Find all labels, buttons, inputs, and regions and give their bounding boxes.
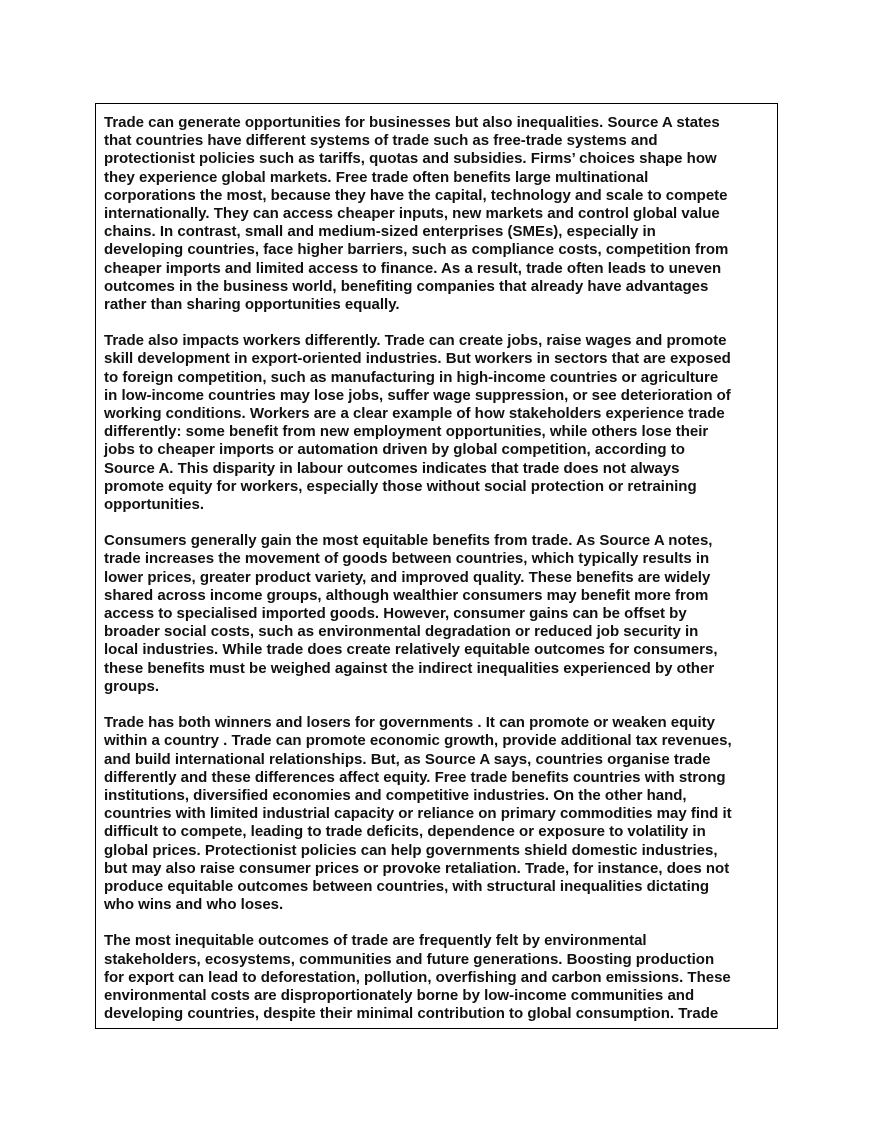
paragraph-consumers <box>104 532 769 696</box>
paragraph-business <box>104 114 769 314</box>
text-line: The most inequitable outcomes of trade are frequently felt by environmental <box>104 932 647 950</box>
text-line: in low‐income countries may lose jobs, suffer wage suppression, or see deterioration of <box>104 386 731 404</box>
text-line: broader social costs, such as environmental degradation or reduced job security in <box>104 623 699 641</box>
text-line: local industries. While trade does create relatively equitable outcomes for consumers, <box>104 641 718 659</box>
text-line: global prices. Protectionist policies can help governments shield domestic industries, <box>104 841 718 859</box>
paragraph-governments <box>104 714 769 914</box>
text-line: Trade can generate opportunities for businesses but also inequalities. Source A states <box>104 114 720 131</box>
text-line: these benefits must be weighed against the indirect inequalities experienced by other <box>104 659 715 677</box>
text-line: access to specialised imported goods. However, consumer gains can be offset by <box>104 605 687 623</box>
text-line: who wins and who loses. <box>104 896 284 914</box>
text-line: protectionist policies such as tariffs, quotas and subsidies. Firms’ choices shape how <box>104 150 717 168</box>
text-line: outcomes in the business world, benefiting companies that already have advantages <box>104 277 709 295</box>
text-line: trade increases the movement of goods between countries, which typically results in <box>104 550 710 568</box>
text-line: internationally. They can access cheaper inputs, new markets and control global value <box>104 205 720 223</box>
text-line: Source A. This disparity in labour outcomes indicates that trade does not always <box>104 459 680 477</box>
text-line: within a country . Trade can promote economic growth, provide additional tax revenues, <box>104 732 732 750</box>
text-line: that countries have different systems of trade such as free-trade systems and <box>104 132 658 150</box>
text-line: promote equity for workers, especially those without social protection or retraining <box>104 477 697 495</box>
text-line: environmental costs are disproportionately borne by low-income communities and <box>104 986 695 1004</box>
text-line: for export can lead to deforestation, pollution, overfishing and carbon emissions. These <box>104 968 731 986</box>
text-line: Trade also impacts workers differently. Trade can create jobs, raise wages and promote <box>104 332 727 350</box>
text-line: difficult to compete, leading to trade deficits, dependence or exposure to volatility in <box>104 823 706 841</box>
text-line: corporations the most, because they have the capital, technology and scale to compete <box>104 186 728 204</box>
text-line: produce equitable outcomes between countries, with structural inequalities dictating <box>104 877 710 895</box>
text-line: institutions, diversified economies and competitive industries. On the other hand, <box>104 786 687 804</box>
text-line: developing countries, despite their minimal contribution to global consumption. Trade <box>104 1005 719 1023</box>
paragraph-workers <box>104 332 769 514</box>
text-line: lower prices, greater product variety, and improved quality. These benefits are widely <box>104 568 711 586</box>
text-line: to foreign competition, such as manufacturing in high‐income countries or agriculture <box>104 368 719 386</box>
text-line: cheaper imports and limited access to finance. As a result, trade often leads to uneven <box>104 259 722 277</box>
text-line: developing countries, face higher barriers, such as compliance costs, competition from <box>104 241 729 259</box>
text-line: Consumers generally gain the most equitable benefits from trade. As Source A notes, <box>104 532 713 550</box>
text-line: but may also raise consumer prices or provoke retaliation. Trade, for instance, does not <box>104 859 730 877</box>
text-line: stakeholders, ecosystems, communities and future generations. Boosting production <box>104 950 715 968</box>
text-line: skill development in export-oriented industries. But workers in sectors that are exposed <box>104 350 731 368</box>
text-line: and build international relationships. But, as Source A says, countries organise trade <box>104 750 711 768</box>
text-line: differently: some benefit from new employment opportunities, while others lose their <box>104 423 709 441</box>
text-line: chains. In contrast, small and medium-sized enterprises (SMEs), especially in <box>104 223 656 241</box>
text-line: Trade has both winners and losers for governments . It can promote or weaken equity <box>104 714 715 732</box>
answer-text-box <box>95 103 778 1029</box>
text-line: working conditions. Workers are a clear example of how stakeholders experience trade <box>104 405 725 423</box>
text-line: rather than sharing opportunities equally. <box>104 296 400 314</box>
text-line: countries with limited industrial capacity or reliance on primary commodities may find it <box>104 805 732 823</box>
text-line: opportunities. <box>104 496 204 514</box>
text-line: jobs to cheaper imports or automation driven by global competition, according to <box>104 441 685 459</box>
paragraph-environment <box>104 932 769 1023</box>
text-line: they experience global markets. Free trade often benefits large multinational <box>104 168 649 186</box>
text-line: shared across income groups, although wealthier consumers may benefit more from <box>104 586 709 604</box>
text-line: groups. <box>104 677 159 695</box>
text-line: differently and these differences affect equity. Free trade benefits countries with strong <box>104 768 726 786</box>
